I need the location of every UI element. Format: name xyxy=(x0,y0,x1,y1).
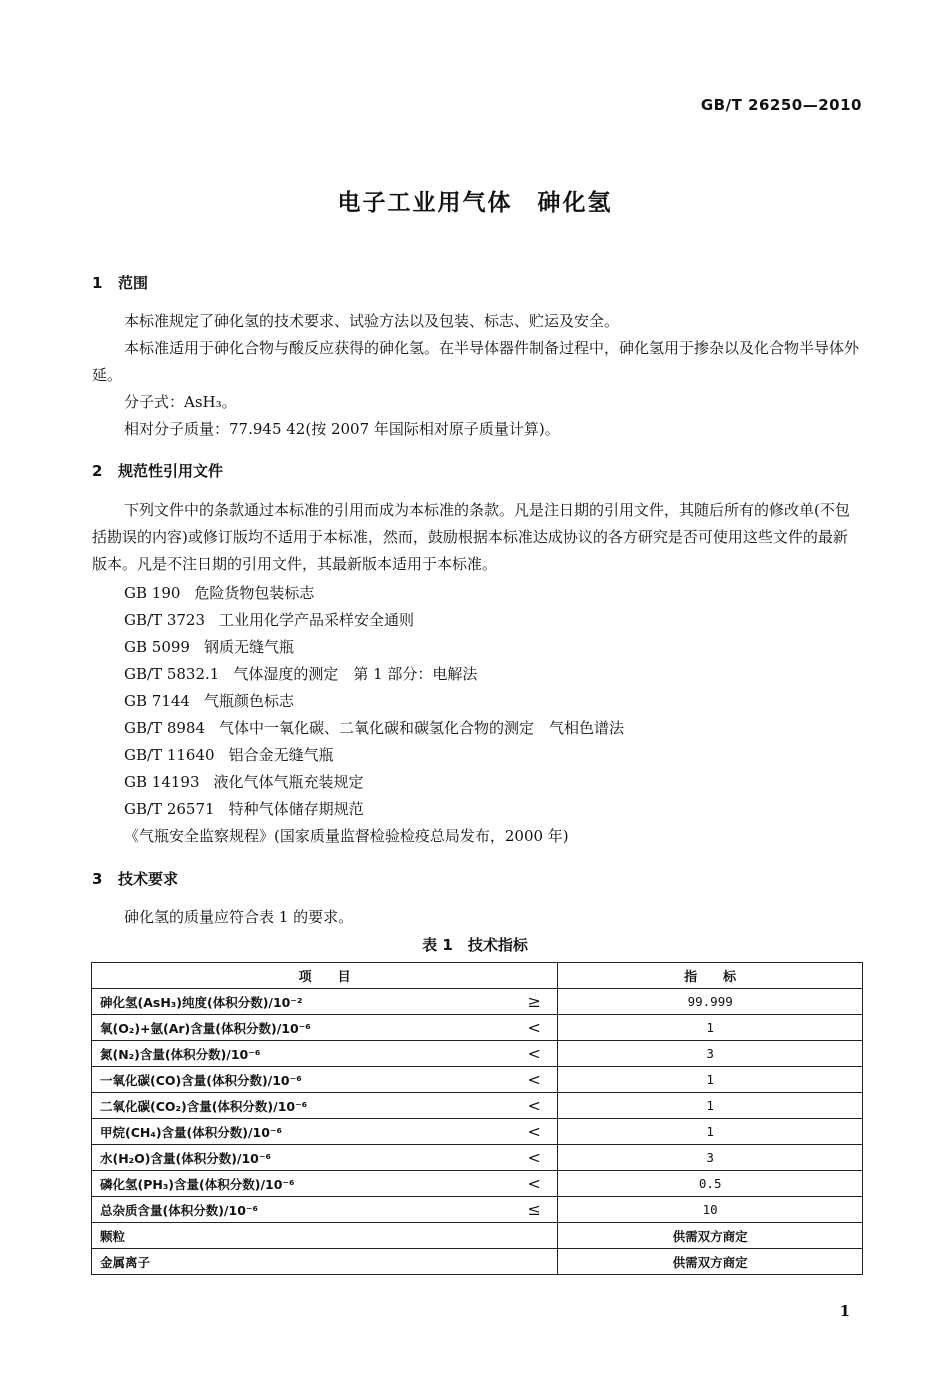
reference-name: 气体中一氧化碳、二氧化碳和碳氢化合物的测定 气相色谱法 xyxy=(219,719,625,737)
reference-code: GB/T 11640 xyxy=(124,746,215,764)
row-operator: < xyxy=(511,1145,558,1171)
table-row xyxy=(92,1067,863,1093)
section-3-heading xyxy=(92,868,178,889)
reference-item xyxy=(124,636,294,657)
row-value: 0.5 xyxy=(558,1171,863,1197)
row-value: 3 xyxy=(558,1145,863,1171)
reference-item xyxy=(124,771,364,792)
row-value: 3 xyxy=(558,1041,863,1067)
molecular-mass: 相对分子质量：77.945 42(按 2007 年国际相对原子质量计算)。 xyxy=(124,420,560,438)
reference-item xyxy=(124,663,477,684)
table-header-row xyxy=(92,963,863,989)
reference-code: GB/T 26571 xyxy=(124,800,215,818)
reference-code: GB/T 8984 xyxy=(124,719,206,737)
row-value: 1 xyxy=(558,1093,863,1119)
reference-item xyxy=(124,717,624,738)
reference-item xyxy=(124,582,314,603)
row-value: 10 xyxy=(558,1197,863,1223)
row-item: 氮(N₂)含量(体积分数)/10⁻⁶ xyxy=(92,1041,511,1067)
reference-name: 特种气体储存期规范 xyxy=(228,800,364,818)
row-item: 金属离子 xyxy=(92,1249,511,1275)
row-operator xyxy=(511,1249,558,1275)
table-row xyxy=(92,1223,863,1249)
row-value: 1 xyxy=(558,1119,863,1145)
section-number: 2 xyxy=(92,462,103,480)
table-row xyxy=(92,989,863,1015)
row-operator: < xyxy=(511,1067,558,1093)
standard-number: GB/T 26250—2010 xyxy=(700,96,862,114)
row-operator xyxy=(511,1223,558,1249)
section-1-heading xyxy=(92,272,148,293)
row-item: 磷化氢(PH₃)含量(体积分数)/10⁻⁶ xyxy=(92,1171,511,1197)
row-item: 甲烷(CH₄)含量(体积分数)/10⁻⁶ xyxy=(92,1119,511,1145)
scope-paragraph-2: 本标准适用于砷化合物与酸反应获得的砷化氢。在半导体器件制备过程中，砷化氢用于掺杂以及化合物半导体外延。 xyxy=(92,339,860,384)
reference-code: GB/T 5832.1 xyxy=(124,665,220,683)
section-number: 1 xyxy=(92,274,103,292)
row-item: 氧(O₂)+氩(Ar)含量(体积分数)/10⁻⁶ xyxy=(92,1015,511,1041)
reference-item xyxy=(124,609,414,630)
row-value: 1 xyxy=(558,1067,863,1093)
page-number: 1 xyxy=(839,1302,850,1320)
column-header-value: 指 标 xyxy=(558,963,863,989)
table-row xyxy=(92,1093,863,1119)
table-caption: 表 1 技术指标 xyxy=(422,936,528,954)
table-row xyxy=(92,1119,863,1145)
reference-name: 工业用化学产品采样安全通则 xyxy=(219,611,415,629)
section-title: 技术要求 xyxy=(118,870,179,888)
table-row xyxy=(92,1249,863,1275)
row-item: 二氧化碳(CO₂)含量(体积分数)/10⁻⁶ xyxy=(92,1093,511,1119)
section-title: 规范性引用文件 xyxy=(118,462,224,480)
section-number: 3 xyxy=(92,870,103,888)
reference-code: GB 14193 xyxy=(124,773,200,791)
reference-item xyxy=(124,690,294,711)
row-value: 99.999 xyxy=(558,989,863,1015)
reference-name: 气体湿度的测定 第 1 部分：电解法 xyxy=(233,665,478,683)
tech-intro: 砷化氢的质量应符合表 1 的要求。 xyxy=(124,908,354,926)
row-item: 颗粒 xyxy=(92,1223,511,1249)
reference-name: 液化气体气瓶充装规定 xyxy=(213,773,364,791)
table-row xyxy=(92,1197,863,1223)
reference-name: 钢质无缝气瓶 xyxy=(203,638,294,656)
reference-code: GB/T 3723 xyxy=(124,611,206,629)
section-title: 范围 xyxy=(118,274,149,292)
row-operator: < xyxy=(511,1015,558,1041)
row-operator: ≤ xyxy=(511,1197,558,1223)
row-item: 砷化氢(AsH₃)纯度(体积分数)/10⁻² xyxy=(92,989,511,1015)
row-value: 供需双方商定 xyxy=(558,1223,863,1249)
column-header-item: 项 目 xyxy=(92,963,558,989)
reference-code: GB 190 xyxy=(124,584,181,602)
row-item: 一氧化碳(CO)含量(体积分数)/10⁻⁶ xyxy=(92,1067,511,1093)
reference-code: GB 7144 xyxy=(124,692,190,710)
document-title: 电子工业用气体 砷化氢 xyxy=(337,190,613,216)
row-operator: < xyxy=(511,1119,558,1145)
row-operator: < xyxy=(511,1093,558,1119)
reference-name: 危险货物包装标志 xyxy=(194,584,315,602)
table-row xyxy=(92,1145,863,1171)
row-item: 总杂质含量(体积分数)/10⁻⁶ xyxy=(92,1197,511,1223)
row-operator: ≥ xyxy=(511,989,558,1015)
section-2-heading xyxy=(92,460,223,481)
scope-paragraph-1: 本标准规定了砷化氢的技术要求、试验方法以及包装、标志、贮运及安全。 xyxy=(124,312,620,330)
reference-regulation: 《气瓶安全监察规程》(国家质量监督检验检疫总局发布，2000 年) xyxy=(124,827,569,845)
table-row xyxy=(92,1171,863,1197)
technical-spec-table xyxy=(91,962,863,1275)
table-row xyxy=(92,1041,863,1067)
row-operator: < xyxy=(511,1041,558,1067)
reference-name: 铝合金无缝气瓶 xyxy=(228,746,334,764)
reference-item xyxy=(124,798,364,819)
reference-item xyxy=(124,744,334,765)
row-item: 水(H₂O)含量(体积分数)/10⁻⁶ xyxy=(92,1145,511,1171)
reference-name: 气瓶颜色标志 xyxy=(203,692,294,710)
references-intro: 下列文件中的条款通过本标准的引用而成为本标准的条款。凡是注日期的引用文件，其随后所有的修改单(不包括勘误的内容)或修订版均不适用于本标准，然而，鼓励根据本标准达成协议的各方研究是否可使用这些文件的最新版本。凡是不注日期的引用文件，其最新版本适用于本标准。 xyxy=(92,501,850,573)
row-value: 1 xyxy=(558,1015,863,1041)
row-value: 供需双方商定 xyxy=(558,1249,863,1275)
table-row xyxy=(92,1015,863,1041)
row-operator: < xyxy=(511,1171,558,1197)
reference-code: GB 5099 xyxy=(124,638,190,656)
molecular-formula: 分子式：AsH₃。 xyxy=(124,393,237,411)
